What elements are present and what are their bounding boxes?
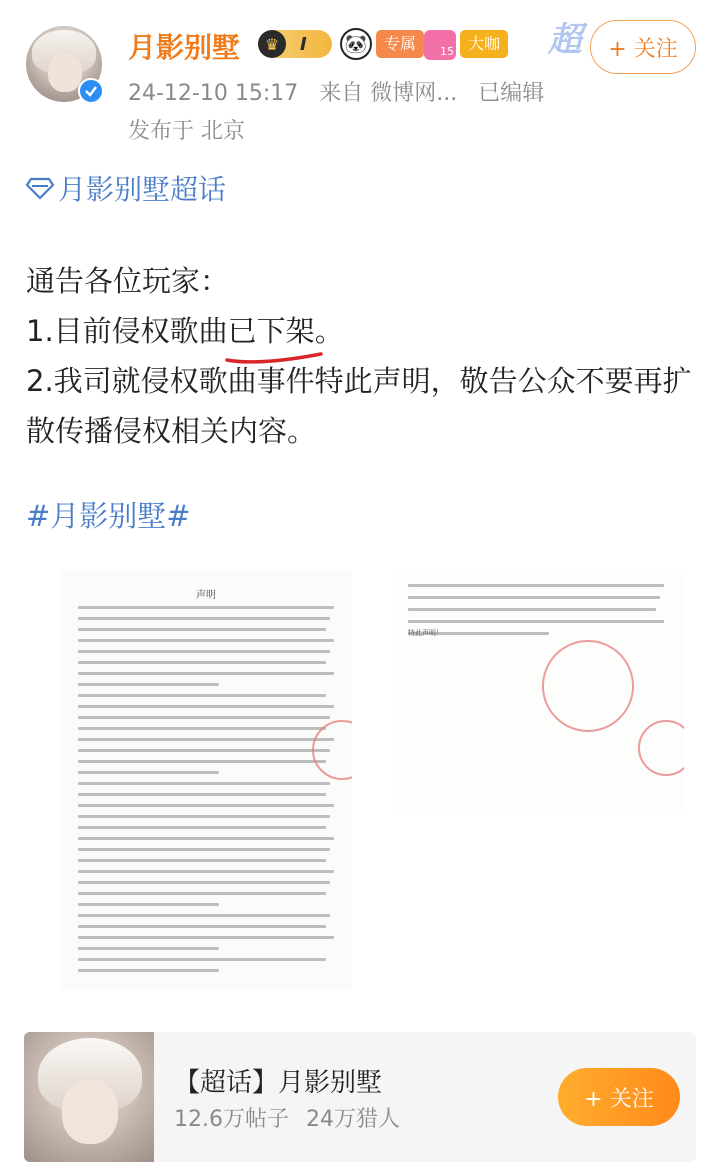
document-text-line [78,925,326,928]
topic-link[interactable] [26,168,226,208]
red-underline-mark [224,350,324,366]
document-text-line [78,837,334,840]
document-text-line [78,848,330,851]
card-stats [174,1102,410,1133]
document-text-line [78,815,330,818]
company-seal [638,720,684,776]
document-text-line [78,969,219,972]
post-source[interactable]: 来自 微博网... [319,81,458,106]
document-text-line [78,947,219,950]
fan-count: 24万猎人 [306,1107,400,1132]
document-text-line [78,716,330,719]
document-text-line [78,749,330,752]
content-line: 2.我司就侵权歌曲事件特此声明，敬告公众不要再扩散传播侵权相关内容。 [26,364,692,448]
document-text-line [78,661,326,664]
document-text-line [78,628,326,631]
document-text-line [78,672,334,675]
document-text-line [78,903,219,906]
document-text-line [78,881,330,884]
content-line: 1.目前侵权歌曲已下架 。 [26,306,696,356]
panda-badge-icon[interactable]: 🐼 [340,28,372,60]
topic-cover-image [24,1032,154,1162]
content-line: 通告各位玩家： [26,264,230,298]
document-text-line [78,771,219,774]
document-text-line [78,859,326,862]
level-badge[interactable]: ♛ I [258,30,332,58]
super-logo: 超 [548,20,582,60]
document-text-line [78,782,330,785]
post-content [26,256,696,456]
post-count: 12.6万帖子 [174,1107,289,1132]
document-text-line [78,793,326,796]
statement-image-2[interactable] [392,570,684,810]
document-text-line [78,650,330,653]
document-text-line [408,620,664,623]
document-text-line [78,738,334,741]
company-seal [542,640,634,732]
document-text-line [408,608,656,611]
follow-button[interactable]: + 关注 [590,20,696,74]
document-text-line [78,694,326,697]
diamond-icon [26,176,54,200]
post-timestamp: 24-12-10 15:17 [128,81,299,106]
crown-icon: ♛ [258,30,286,58]
bigcoffee-badge[interactable]: 大咖 [460,30,508,58]
document-text-line [78,606,334,609]
document-text-line [78,727,326,730]
card-follow-button[interactable]: + 关注 [558,1068,680,1126]
verified-icon [78,78,104,104]
document-text-line [78,870,334,873]
topic-label: 月影别墅超话 [58,173,227,206]
document-text-line [78,683,219,686]
super-topic-card[interactable] [24,1032,696,1162]
document-text-line [408,596,660,599]
post-header [0,0,720,150]
card-title: 【超话】月影别墅 [174,1068,383,1098]
document-text-line [78,617,330,620]
document-text-line [78,826,326,829]
document-text-line [78,760,326,763]
gem-badge[interactable]: 15 [424,30,456,60]
document-text-line [78,936,334,939]
highlighted-text: 已下架 [228,314,315,348]
document-text-line [78,914,330,917]
document-text-line [408,584,664,587]
document-text-line [78,705,334,708]
document-text-line [78,958,326,961]
author-name[interactable]: 月影别墅 [128,31,241,64]
document-title: 声明 [196,590,216,601]
document-text-line [78,804,334,807]
document-closing: 特此声明！ [408,629,443,637]
edited-label[interactable]: 已编辑 [478,81,545,106]
hashtag-link[interactable]: #月影别墅# [26,499,191,533]
document-text-line [78,639,334,642]
exclusive-badge[interactable]: 专属 [376,30,424,58]
post-meta [128,76,558,107]
post-location: 发布于 北京 [128,119,245,144]
statement-image-1[interactable] [60,570,352,990]
document-text-line [78,892,326,895]
